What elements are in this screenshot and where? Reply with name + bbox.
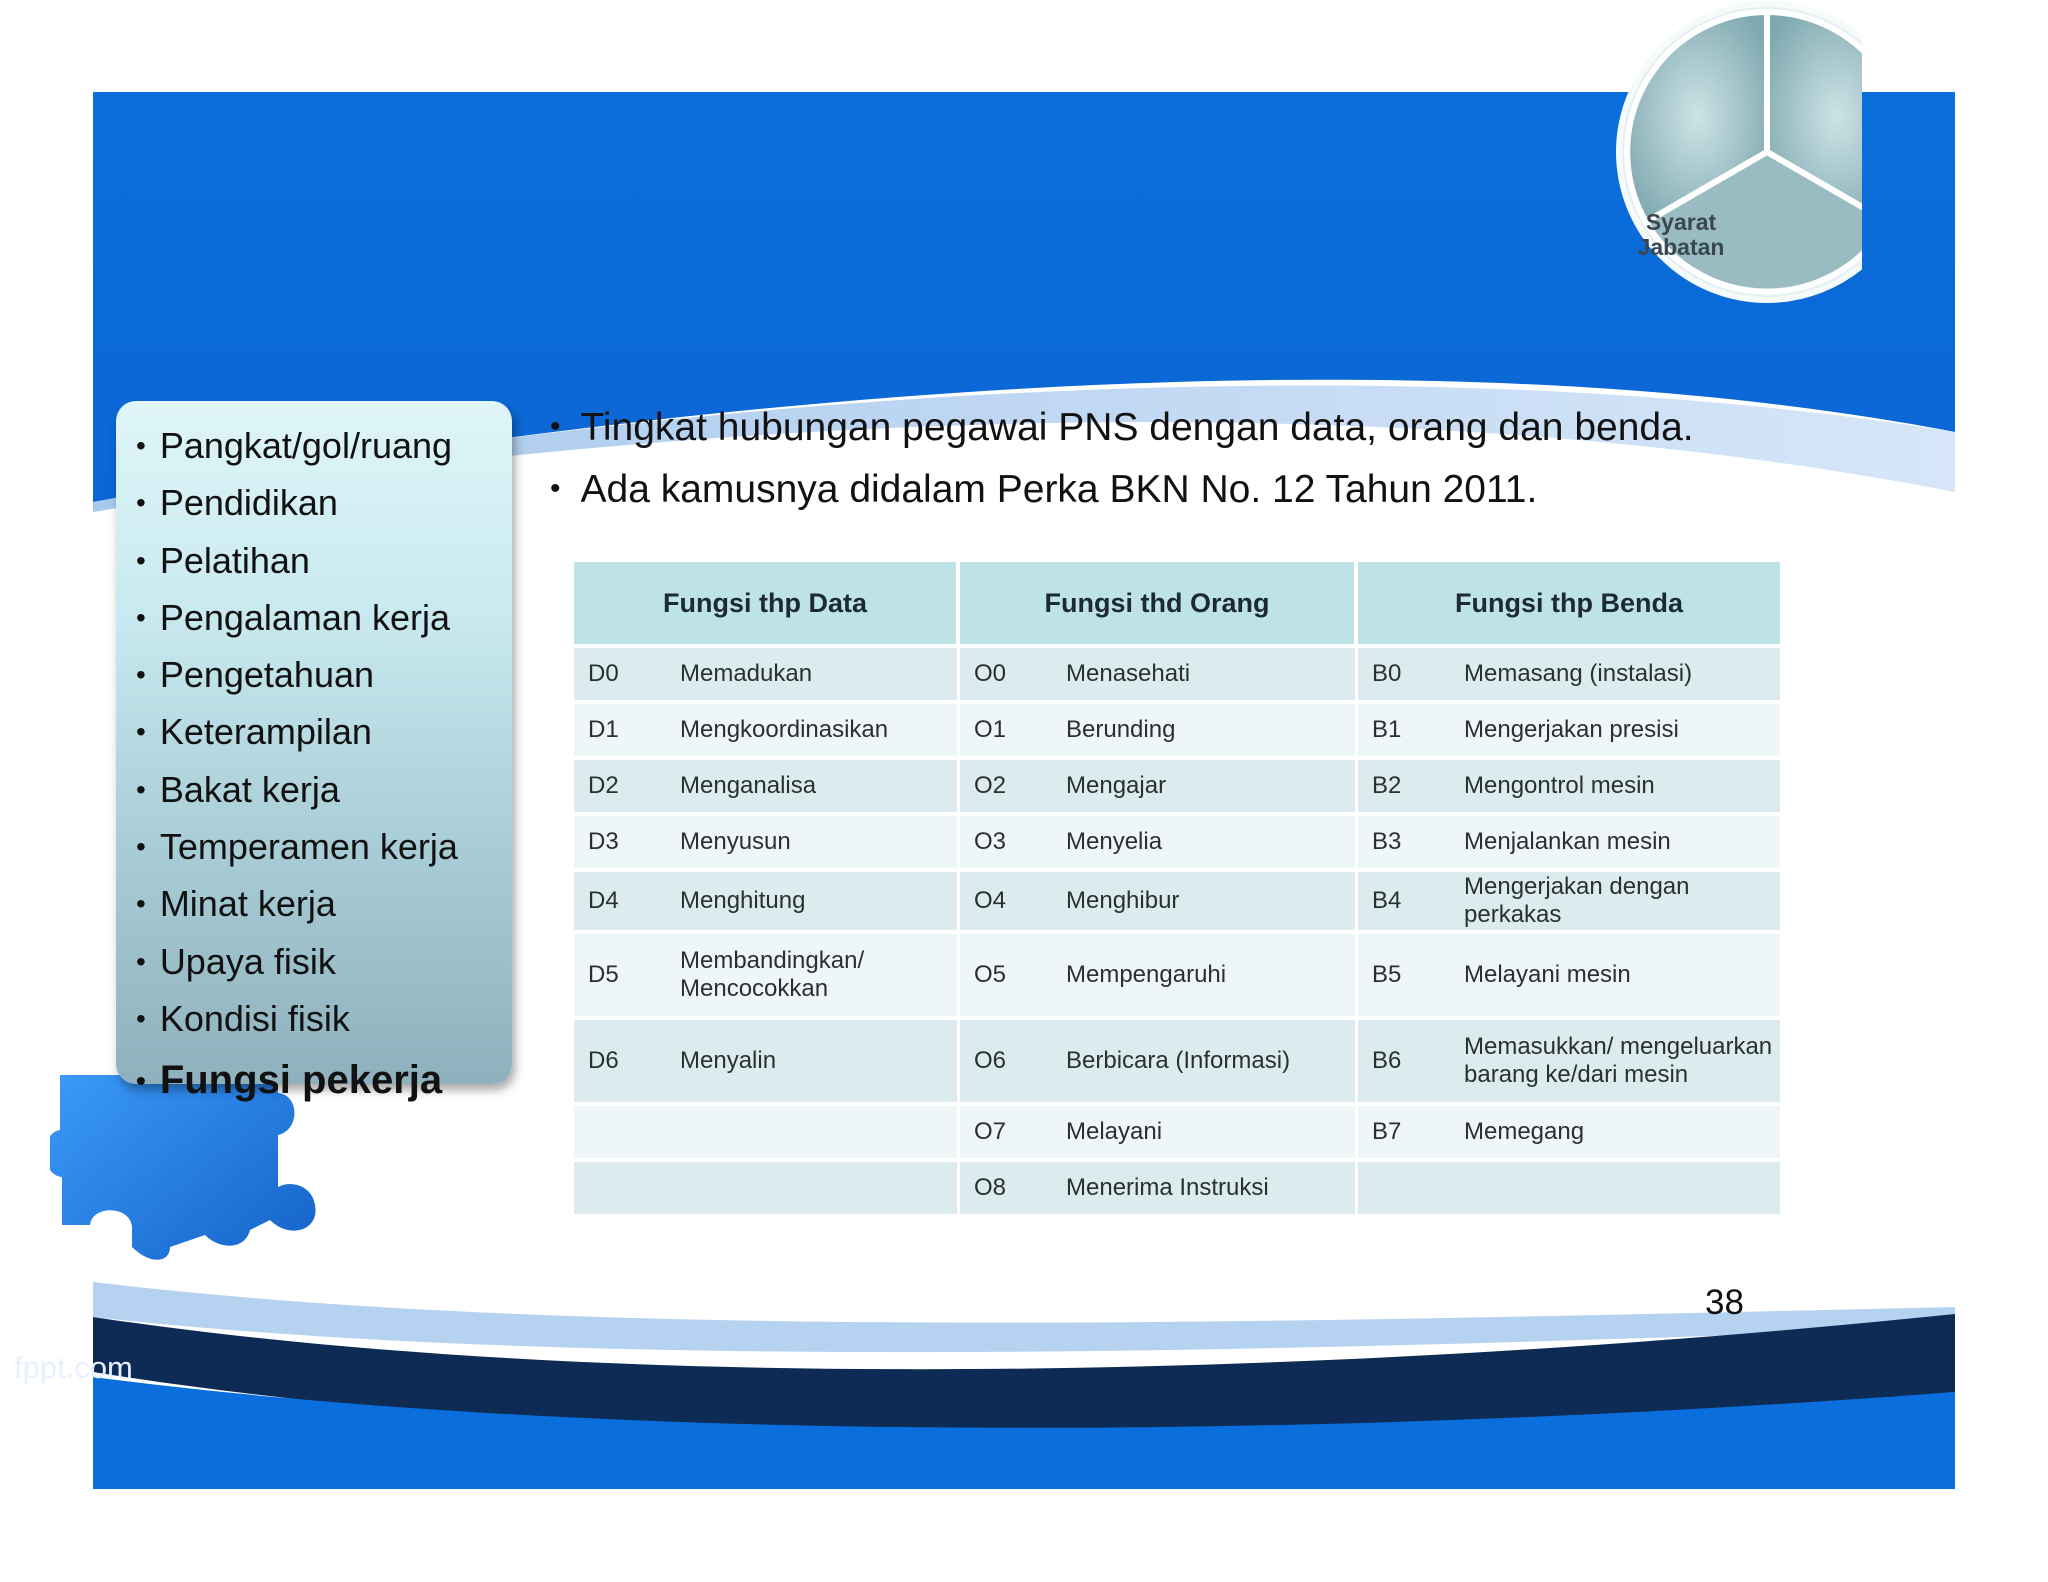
requirements-list-item: • Keterampilan (136, 705, 512, 762)
table-cell-d-code: D2 (574, 760, 666, 812)
table-cell-d-code: D5 (574, 934, 666, 1016)
requirements-list-item: • Temperamen kerja (136, 820, 512, 877)
syarat-jabatan-cycle-diagram (1522, 0, 1862, 330)
table-cell-b-code: B6 (1358, 1020, 1450, 1102)
table-cell-b-name: Memasukkan/ mengeluarkan barang ke/dari mesin (1450, 1020, 1780, 1102)
table-cell-b-code: B5 (1358, 934, 1450, 1016)
table-row (574, 648, 1780, 700)
table-cell-o-name: Menyelia (1052, 816, 1358, 868)
requirements-list-item: • Pangkat/gol/ruang (136, 419, 512, 476)
table-cell-d-name: Menganalisa (666, 760, 960, 812)
requirements-list-item: • Pengetahuan (136, 648, 512, 705)
table-cell-d-code: D0 (574, 648, 666, 700)
bullet-item: • Tingkat hubungan pegawai PNS dengan data, orang dan benda. (550, 398, 1694, 460)
table-cell-o-name: Menghibur (1052, 872, 1358, 930)
table-cell-b-code: B2 (1358, 760, 1450, 812)
table-row (574, 1106, 1780, 1158)
table-row (574, 816, 1780, 868)
table-cell-b-name (1450, 1162, 1780, 1214)
requirements-list-item: • Pelatihan (136, 534, 512, 591)
table-cell-o-name: Menasehati (1052, 648, 1358, 700)
table-cell-d-code: D3 (574, 816, 666, 868)
table-cell-b-code: B4 (1358, 872, 1450, 930)
table-cell-o-code: O2 (960, 760, 1052, 812)
table-cell-o-code: O8 (960, 1162, 1052, 1214)
table-cell-b-code: B3 (1358, 816, 1450, 868)
table-cell-b-name: Memegang (1450, 1106, 1780, 1158)
page-number: 38 (1705, 1283, 1744, 1322)
requirements-list-item: • Fungsi pekerja (136, 1053, 512, 1111)
header-data: Fungsi thp Data (574, 562, 960, 644)
table-cell-o-name: Berunding (1052, 704, 1358, 756)
table-cell-b-name: Mengerjakan dengan perkakas (1450, 872, 1780, 930)
function-table (574, 558, 1780, 1218)
table-cell-o-code: O4 (960, 872, 1052, 930)
table-cell-o-code: O6 (960, 1020, 1052, 1102)
table-cell-o-name: Melayani (1052, 1106, 1358, 1158)
table-cell-d-code (574, 1106, 666, 1158)
table-cell-o-name: Mempengaruhi (1052, 934, 1358, 1016)
table-cell-o-code: O7 (960, 1106, 1052, 1158)
table-cell-b-code: B0 (1358, 648, 1450, 700)
requirements-list-item: • Upaya fisik (136, 935, 512, 992)
table-cell-d-name: Memadukan (666, 648, 960, 700)
table-row (574, 1162, 1780, 1214)
requirements-list-item: • Pendidikan (136, 476, 512, 533)
table-cell-b-name: Mengontrol mesin (1450, 760, 1780, 812)
requirements-panel (116, 401, 512, 1103)
table-cell-o-code: O5 (960, 934, 1052, 1016)
table-cell-b-code: B7 (1358, 1106, 1450, 1158)
requirements-list-item: • Bakat kerja (136, 763, 512, 820)
header-orang: Fungsi thd Orang (960, 562, 1358, 644)
table-cell-b-code (1358, 1162, 1450, 1214)
requirements-list-item: • Kondisi fisik (136, 992, 512, 1049)
table-cell-d-name: Mengkoordinasikan (666, 704, 960, 756)
cycle-label: Syarat Jabatan (1637, 209, 1725, 260)
table-cell-d-name: Menyusun (666, 816, 960, 868)
header-benda: Fungsi thp Benda (1358, 562, 1780, 644)
brand-label: fppt.com (14, 1350, 133, 1385)
table-body (574, 648, 1780, 1214)
table-cell-o-name: Berbicara (Informasi) (1052, 1020, 1358, 1102)
table-row (574, 872, 1780, 930)
table-cell-b-name: Mengerjakan presisi (1450, 704, 1780, 756)
table-cell-o-name: Mengajar (1052, 760, 1358, 812)
table-cell-d-name: Menyalin (666, 1020, 960, 1102)
table-cell-d-code: D6 (574, 1020, 666, 1102)
table-row (574, 934, 1780, 1016)
table-cell-o-name: Menerima Instruksi (1052, 1162, 1358, 1214)
table-cell-d-code: D1 (574, 704, 666, 756)
table-cell-d-name (666, 1162, 960, 1214)
requirements-list-item: • Pengalaman kerja (136, 591, 512, 648)
table-cell-b-name: Melayani mesin (1450, 934, 1780, 1016)
table-cell-b-code: B1 (1358, 704, 1450, 756)
main-bullet-list (550, 398, 1694, 522)
table-cell-d-code: D4 (574, 872, 666, 930)
table-cell-o-code: O1 (960, 704, 1052, 756)
table-row (574, 1020, 1780, 1102)
table-cell-d-name: Menghitung (666, 872, 960, 930)
table-cell-d-code (574, 1162, 666, 1214)
table-row (574, 760, 1780, 812)
table-row (574, 704, 1780, 756)
table-cell-b-name: Memasang (instalasi) (1450, 648, 1780, 700)
table-cell-d-name (666, 1106, 960, 1158)
table-cell-o-code: O3 (960, 816, 1052, 868)
bullet-item: • Ada kamusnya didalam Perka BKN No. 12 Tahun 2011. (550, 460, 1694, 522)
requirements-list-item: • Minat kerja (136, 877, 512, 934)
requirements-list (116, 401, 512, 1112)
table-cell-d-name: Membandingkan/ Mencocokkan (666, 934, 960, 1016)
table-cell-b-name: Menjalankan mesin (1450, 816, 1780, 868)
table-cell-o-code: O0 (960, 648, 1052, 700)
